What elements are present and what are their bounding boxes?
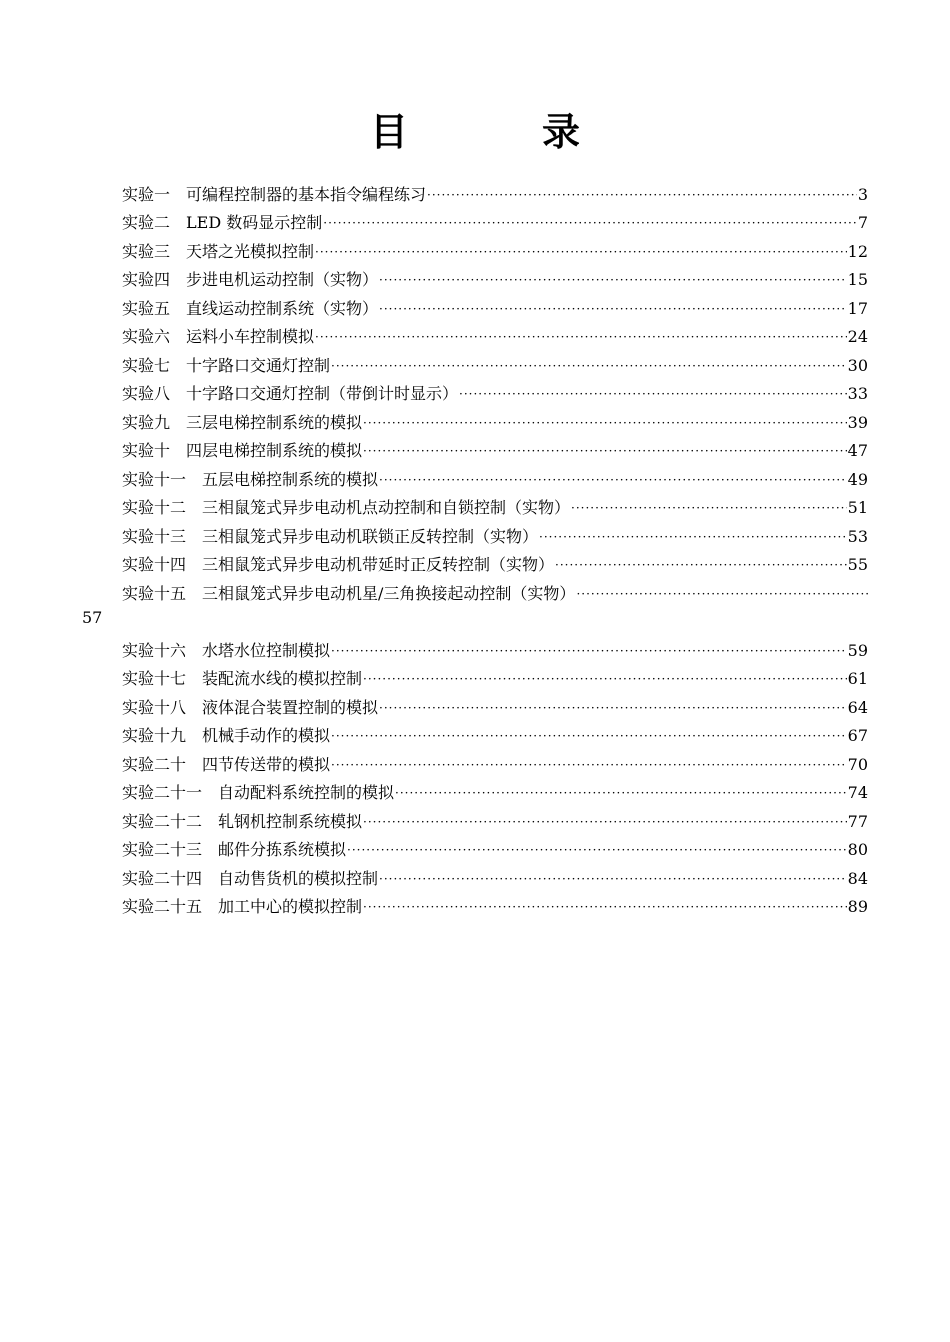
- toc-entry-title: 三相鼠笼式异步电动机联锁正反转控制（实物）: [202, 526, 539, 546]
- toc-entry-label: [122, 356, 330, 376]
- toc-entry[interactable]: [122, 746, 868, 775]
- toc-entry[interactable]: [122, 832, 868, 861]
- toc-entry[interactable]: [122, 860, 868, 889]
- toc-entry-label: [122, 669, 362, 689]
- toc-entry-title: 水塔水位控制模拟: [202, 640, 331, 660]
- toc-entry-title: 十字路口交通灯控制: [186, 355, 331, 375]
- toc-entry-number: 实验十八: [122, 697, 187, 717]
- toc-dot-leader: [379, 470, 847, 490]
- toc-entry-page: 47: [847, 441, 868, 460]
- toc-dot-leader: [576, 584, 868, 604]
- toc-entry-label: [122, 384, 458, 404]
- toc-entry-page: 17: [847, 298, 868, 318]
- toc-entry-number: 实验十一: [122, 469, 187, 489]
- toc-entry-title: LED 数码显示控制: [186, 213, 323, 232]
- page-title: 目 录: [369, 109, 628, 154]
- toc-entry-page: 89: [847, 897, 868, 916]
- toc-entry[interactable]: [122, 689, 868, 718]
- toc-entry[interactable]: [122, 575, 868, 604]
- toc-entry-number: 实验三: [122, 241, 171, 261]
- toc-entry-title: 运料小车控制模拟: [186, 327, 315, 346]
- toc-entry-title: 三相鼠笼式异步电动机点动控制和自锁控制（实物）: [202, 498, 571, 517]
- toc-entry-number: 实验二: [122, 213, 171, 232]
- toc-entry-number: 实验二十一: [122, 783, 203, 802]
- toc-entry-number: 实验二十四: [122, 868, 203, 888]
- toc-entry-title: 十字路口交通灯控制（带倒计时显示）: [186, 384, 459, 403]
- toc-entry-title: 机械手动作的模拟: [202, 726, 331, 745]
- toc-entry-label: [122, 242, 314, 262]
- toc-entry-label: [122, 812, 362, 832]
- toc-dot-leader: [379, 299, 847, 319]
- toc-dot-leader: [323, 213, 857, 233]
- toc-entry-page: 33: [847, 384, 868, 403]
- toc-entry-title: 步进电机运动控制（实物）: [186, 270, 379, 289]
- toc-entry-title: 五层电梯控制系统的模拟: [202, 469, 379, 489]
- toc-entry-page: 61: [847, 669, 868, 688]
- toc-entry-page: 57: [82, 607, 103, 627]
- toc-entry[interactable]: [122, 547, 868, 576]
- toc-entry-label: [122, 527, 538, 547]
- toc-entry-number: 实验九: [122, 412, 171, 432]
- toc-entry-label: [122, 897, 362, 917]
- toc-entry-title: 邮件分拣系统模拟: [218, 840, 347, 859]
- toc-entry-title: 四节传送带的模拟: [202, 754, 331, 774]
- toc-entry-page: 24: [847, 327, 868, 346]
- toc-entry-label: [122, 641, 330, 661]
- toc-entry-number: 实验十四: [122, 555, 187, 574]
- toc-entry-page: 80: [847, 840, 868, 859]
- toc-entry-number: 实验四: [122, 270, 171, 289]
- toc-dot-leader: [331, 755, 847, 775]
- toc-entry-number: 实验二十: [122, 754, 187, 774]
- toc-dot-leader: [571, 498, 847, 518]
- toc-entry-label: [122, 213, 322, 233]
- toc-entry-title: 轧钢机控制系统模拟: [218, 811, 363, 831]
- toc-entry-page: 77: [847, 811, 868, 831]
- toc-entry-label: [122, 185, 426, 205]
- toc-entry-label: [122, 555, 554, 575]
- toc-dot-leader: [331, 726, 847, 746]
- toc-entry-page: 74: [847, 783, 868, 802]
- toc-dot-leader: [379, 869, 847, 889]
- toc-entry-label: [122, 840, 346, 860]
- toc-entry-label: [122, 441, 362, 461]
- toc-entry-page: 30: [847, 355, 868, 375]
- toc-entry-number: 实验二十二: [122, 811, 203, 831]
- toc-entry-number: 实验一: [122, 184, 171, 204]
- toc-dot-leader: [427, 185, 857, 205]
- toc-entry-label: [122, 299, 378, 319]
- toc-entry-number: 实验十九: [122, 726, 187, 745]
- toc-entry-number: 实验十三: [122, 526, 187, 546]
- toc-entry-number: 实验八: [122, 384, 171, 403]
- toc-entry-title: 三相鼠笼式异步电动机带延时正反转控制（实物）: [202, 555, 555, 574]
- toc-dot-leader: [395, 783, 847, 803]
- toc-entry-number: 实验二十三: [122, 840, 203, 859]
- toc-entry-page: 51: [847, 498, 868, 517]
- toc-entry-label: [122, 698, 378, 718]
- toc-entry-label: [122, 584, 575, 604]
- toc-entry-page: 3: [857, 184, 868, 204]
- toc-dot-leader: [347, 840, 847, 860]
- toc-entry-page: 70: [847, 754, 868, 774]
- toc-dot-leader: [315, 327, 847, 347]
- toc-entry-number: 实验二十五: [122, 897, 203, 916]
- toc-entry-number: 实验十二: [122, 498, 187, 517]
- toc-dot-leader: [363, 441, 847, 461]
- toc-entry[interactable]: [122, 889, 868, 918]
- toc-entry-page: 7: [857, 213, 868, 232]
- toc-entry[interactable]: [122, 319, 868, 348]
- toc-dot-leader: [331, 641, 847, 661]
- toc-dot-leader: [379, 270, 847, 290]
- toc-entry-label: [122, 270, 378, 290]
- toc-entry-label: [122, 327, 314, 347]
- toc-dot-leader: [363, 413, 847, 433]
- toc-entry-title: 天塔之光模拟控制: [186, 241, 315, 261]
- toc-entry-title: 直线运动控制系统（实物）: [186, 298, 379, 318]
- toc-entry[interactable]: [122, 718, 868, 747]
- toc-entry[interactable]: [122, 661, 868, 690]
- toc-entry-title: 三层电梯控制系统的模拟: [186, 412, 363, 432]
- toc-entry-page: 39: [847, 412, 868, 432]
- toc-dot-leader: [555, 555, 847, 575]
- toc-entry[interactable]: [122, 490, 868, 519]
- toc-dot-leader: [379, 698, 847, 718]
- toc-entry[interactable]: [122, 376, 868, 405]
- toc-entry-title: 三相鼠笼式异步电动机星/三角换接起动控制（实物）: [202, 583, 576, 603]
- toc-dot-leader: [363, 669, 847, 689]
- toc-dot-leader: [331, 356, 847, 376]
- toc-entry[interactable]: [122, 205, 868, 234]
- toc-entry-title: 装配流水线的模拟控制: [202, 669, 363, 688]
- toc-entry-title: 液体混合装置控制的模拟: [202, 697, 379, 717]
- toc-entry-title: 加工中心的模拟控制: [218, 897, 363, 916]
- toc-entry[interactable]: [122, 290, 868, 319]
- toc-entry-label: [122, 869, 378, 889]
- table-of-contents: [82, 176, 868, 917]
- toc-entry-title: 自动配料系统控制的模拟: [218, 783, 395, 802]
- toc-entry[interactable]: [122, 233, 868, 262]
- toc-dot-leader: [363, 812, 847, 832]
- toc-entry[interactable]: [122, 803, 868, 832]
- toc-entry-page: 53: [847, 526, 868, 546]
- toc-entry-label: [122, 755, 330, 775]
- toc-entry[interactable]: [122, 632, 868, 661]
- toc-entry-label: [122, 498, 570, 518]
- toc-entry-page: 67: [847, 726, 868, 745]
- toc-entry-label: [122, 726, 330, 746]
- toc-entry[interactable]: [122, 433, 868, 462]
- toc-entry-title: 可编程控制器的基本指令编程练习: [186, 184, 427, 204]
- toc-dot-leader: [459, 384, 847, 404]
- toc-entry-page: 15: [847, 270, 868, 289]
- toc-dot-leader: [539, 527, 847, 547]
- toc-entry-page: 64: [847, 697, 868, 717]
- toc-entry-title: 四层电梯控制系统的模拟: [186, 441, 363, 460]
- toc-entry-page: 12: [847, 241, 868, 261]
- toc-entry-number: 实验十: [122, 441, 171, 460]
- toc-entry-page: 49: [847, 469, 868, 489]
- toc-entry-number: 实验五: [122, 298, 171, 318]
- toc-entry-label: [122, 470, 378, 490]
- toc-entry-page: 84: [847, 868, 868, 888]
- toc-entry-label: [122, 783, 394, 803]
- toc-entry[interactable]: [122, 347, 868, 376]
- toc-entry[interactable]: [122, 176, 868, 205]
- toc-entry[interactable]: [122, 775, 868, 804]
- toc-entry[interactable]: [122, 404, 868, 433]
- toc-entry-number: 实验十五: [122, 583, 187, 603]
- toc-entry-number: 实验十六: [122, 640, 187, 660]
- toc-entry[interactable]: [122, 518, 868, 547]
- toc-entry-page: 55: [847, 555, 868, 574]
- toc-entry-title: 自动售货机的模拟控制: [218, 868, 379, 888]
- toc-entry[interactable]: [122, 461, 868, 490]
- toc-dot-leader: [363, 897, 847, 917]
- toc-dot-leader: [315, 242, 847, 262]
- toc-entry-number: 实验七: [122, 355, 171, 375]
- toc-entry[interactable]: [122, 262, 868, 291]
- toc-entry-number: 实验六: [122, 327, 171, 346]
- toc-entry-page: 59: [847, 640, 868, 660]
- toc-entry-label: [122, 413, 362, 433]
- toc-entry-number: 实验十七: [122, 669, 187, 688]
